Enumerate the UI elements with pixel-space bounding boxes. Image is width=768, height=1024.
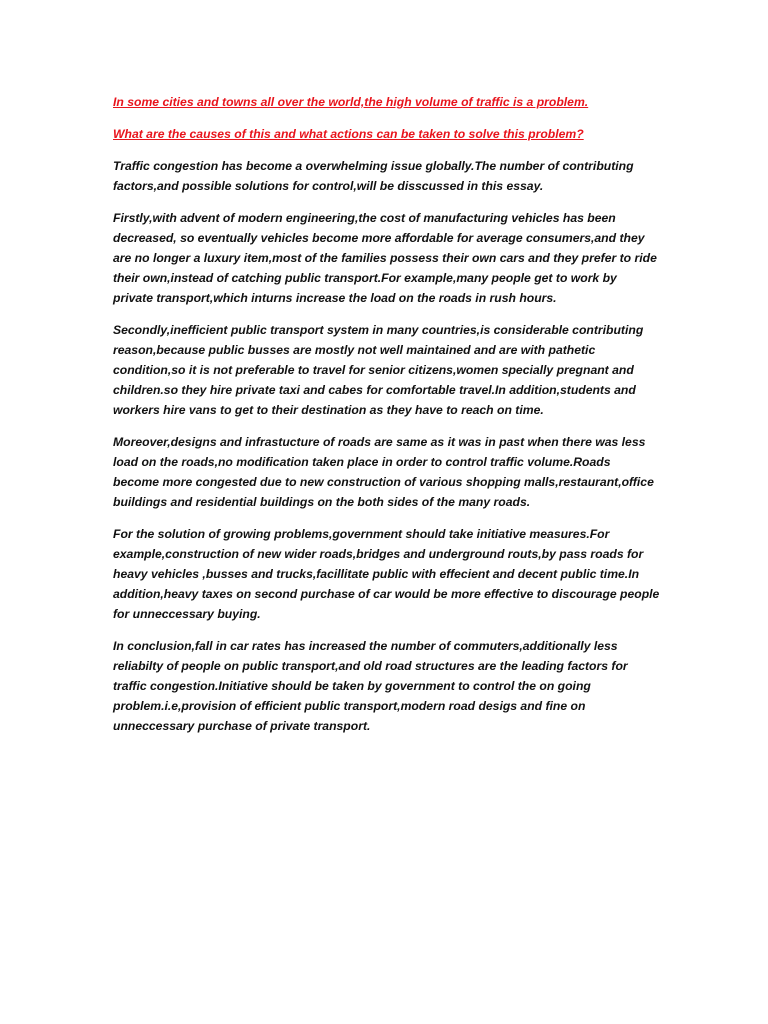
paragraph-line: For the solution of growing problems,government should take initiative measures.For: [113, 527, 610, 541]
paragraph-line: Traffic congestion has become a overwhelming issue globally.The number of contributing: [113, 159, 634, 173]
paragraph-line: become more congested due to new construction of various shopping malls,restaurant,office: [113, 475, 654, 489]
paragraph-line: reason,because public busses are mostly not well maintained and are with pathetic: [113, 343, 596, 357]
paragraph-line: their own,instead of catching public transport.For example,many people get to work by: [113, 271, 617, 285]
paragraph-line: reliabilty of people on public transport,and old road structures are the leading factors for: [113, 659, 628, 673]
paragraph-line: workers hire vans to get to their destination as they have to reach on time.: [113, 403, 544, 417]
paragraph-line: addition,heavy taxes on second purchase of car would be more effective to discourage people: [113, 587, 660, 601]
paragraph-line: traffic congestion.Initiative should be taken by government to control the on going: [113, 679, 591, 693]
paragraph-line: Moreover,designs and infrastucture of roads are same as it was in past when there was less: [113, 435, 646, 449]
paragraph-firstly: [113, 208, 657, 308]
paragraph-line: Firstly,with advent of modern engineering,the cost of manufacturing vehicles has been: [113, 211, 616, 225]
essay-document: [113, 92, 660, 748]
paragraph-line: load on the roads,no modification taken place in order to control traffic volume.Roads: [113, 455, 611, 469]
paragraph-line: heavy vehicles ,busses and trucks,facillitate public with effecient and decent public time.In: [113, 567, 640, 581]
paragraph-line: children.so they hire private taxi and cabes for comfortable travel.In addition,students and: [113, 383, 636, 397]
paragraph-line: Secondly,inefficient public transport system in many countries,is considerable contributing: [113, 323, 644, 337]
paragraph-introduction: [113, 156, 653, 196]
paragraph-line: In conclusion,fall in car rates has increased the number of commuters,additionally less: [113, 639, 618, 653]
paragraph-line: problem.i.e,provision of efficient public transport,modern road desigs and fine on: [113, 699, 586, 713]
paragraph-moreover: [113, 432, 653, 512]
paragraph-line: factors,and possible solutions for control,will be disscussed in this essay.: [113, 179, 544, 193]
paragraph-line: condition,so it is not preferable to travel for senior citizens,women specially pregnant and: [113, 363, 634, 377]
paragraph-conclusion: [113, 636, 653, 736]
paragraph-line: private transport,which inturns increase the load on the roads in rush hours.: [113, 291, 557, 305]
paragraph-solutions: [113, 524, 660, 624]
paragraph-line: are no longer a luxury item,most of the families possess their own cars and they prefer to ride: [113, 251, 657, 265]
paragraph-line: decreased, so eventually vehicles become more affordable for average consumers,and they: [113, 231, 645, 245]
paragraph-line: unneccessary purchase of private transport.: [113, 719, 371, 733]
essay-prompt-line-2: What are the causes of this and what actions can be taken to solve this problem?: [113, 127, 584, 141]
paragraph-secondly: [113, 320, 653, 420]
paragraph-line: for unneccessary buying.: [113, 607, 261, 621]
paragraph-line: example,construction of new wider roads,bridges and underground routs,by pass roads for: [113, 547, 644, 561]
paragraph-line: buildings and residential buildings on the both sides of the many roads.: [113, 495, 531, 509]
essay-prompt-line-1: In some cities and towns all over the world,the high volume of traffic is a problem.: [113, 95, 589, 109]
